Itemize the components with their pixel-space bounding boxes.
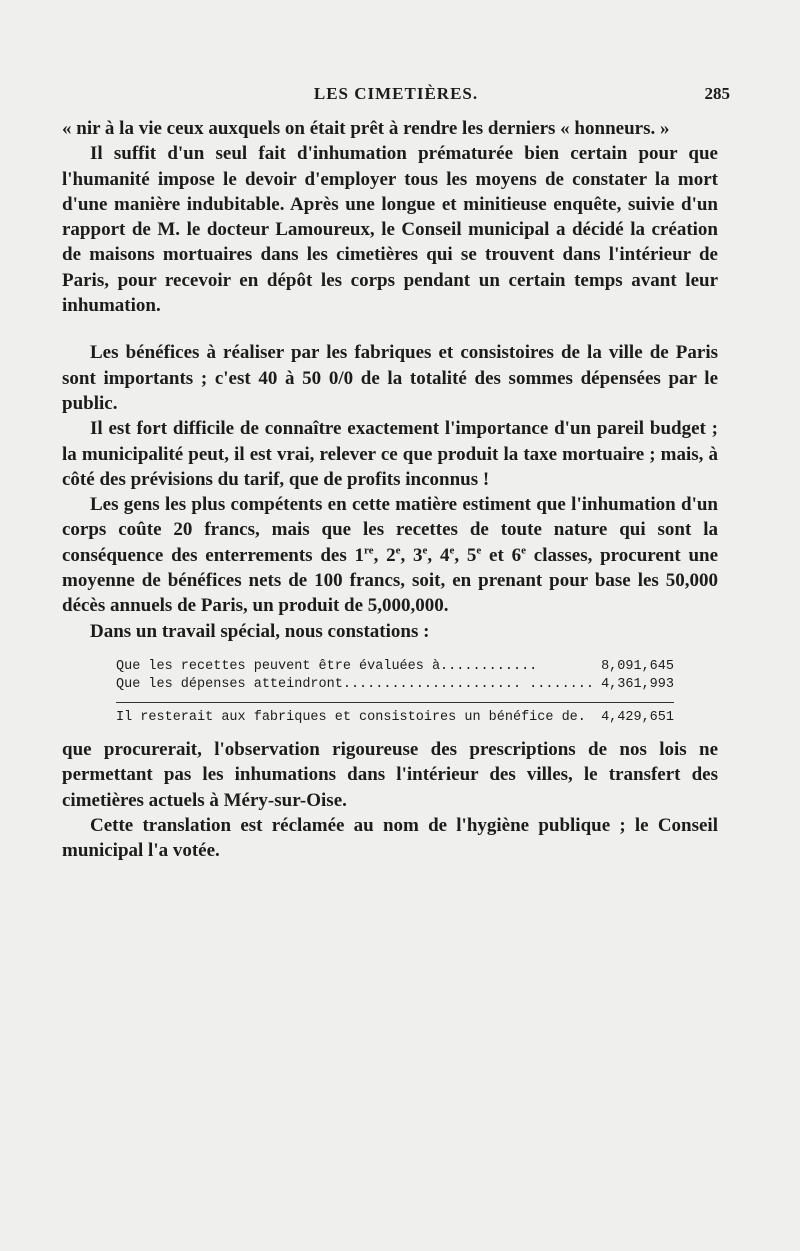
table-total-row <box>116 709 674 727</box>
row-amount: 4,361,993 <box>601 676 674 692</box>
class-1-suffix: re <box>364 544 374 557</box>
row-label: Que les dépenses atteindront...................... ........ <box>116 676 594 692</box>
class-6-suffix: e <box>521 544 526 557</box>
row-amount: 8,091,645 <box>601 658 674 674</box>
class-5-suffix: e <box>476 544 482 557</box>
row-label: Que les recettes peuvent être évaluées à............ <box>116 658 538 674</box>
running-title: LES CIMETIÈRES. <box>313 84 479 103</box>
paragraph-translation: Cette translation est réclamée au nom de l'hygiène publique ; le Conseil municipal l'a votée. <box>62 814 718 862</box>
table-row <box>116 658 674 676</box>
couts-text-start: Les gens les plus compétents en cette matière estiment que l'inhumation d'un corps coûte 20 francs, mais que les recettes de toute nature qui sont la conséquence des enterrements des <box>62 494 718 566</box>
couts-text-end: classes, procurent une moyenne de bénéfices nets de 100 francs, soit, en prenant pour base les 50,000 décès annuels de Paris, un produit de 5,000,000. <box>62 544 719 617</box>
class-4-suffix: e <box>449 544 455 557</box>
page-number: 285 <box>704 84 730 103</box>
paragraph-transfert: que procurerait, l'observation rigoureuse des prescriptions de nos lois ne permettant pas les inhumations dans l'intérieur des villes, le transfert des cimetières actuels à Méry-sur-Oise. <box>62 738 718 811</box>
paragraph-travail: Dans un travail spécial, nous constations : <box>90 620 430 642</box>
budget-table <box>116 658 674 727</box>
total-label: Il resterait aux fabriques et consistoires un bénéfice de. <box>116 709 586 725</box>
class-6: et 6 <box>481 544 522 566</box>
class-3-suffix: e <box>422 544 428 557</box>
paragraph-budget: Il est fort difficile de connaître exactement l'importance d'un pareil budget ; la municipalité peut, il est vrai, relever ce que produit la taxe mortuaire ; mais, à côté des prévisions du tarif, que de profits inconnus ! <box>62 418 718 490</box>
table-rule <box>116 702 674 703</box>
total-amount: 4,429,651 <box>601 709 674 725</box>
paragraph-benefices: Les bénéfices à réaliser par les fabriques et consistoires de la ville de Paris sont importants ; c'est 40 à 50 0/0 de la totalité des sommes dépensées par le public. <box>62 342 718 414</box>
class-5: , 5 <box>454 544 477 566</box>
page-body <box>62 116 718 863</box>
class-3: , 3 <box>400 544 423 566</box>
paragraph-inhumation: Il suffit d'un seul fait d'inhumation prématurée bien certain pour que l'humanité impose le devoir d'employer tous les moyens de constater la mort d'une manière indubitable. Après une longue et minitieuse enquête, suivie d'un rapport de M. le docteur Lamoureux, le Conseil municipal a décidé la création de maisons mortuaires dans les cimetières qui se trouvent dans l'intérieur de Paris, pour recevoir en dépôt les corps pendant un certain temps avant leur inhumation. <box>62 143 718 317</box>
class-2: , 2 <box>373 544 396 566</box>
page-header <box>62 84 730 108</box>
class-1: 1 <box>354 544 364 566</box>
paragraph-quote-end: « nir à la vie ceux auxquels on était prêt à rendre les derniers « honneurs. » <box>62 118 670 139</box>
class-4: , 4 <box>427 544 450 566</box>
class-2-suffix: e <box>395 544 401 557</box>
table-row <box>116 676 674 694</box>
paragraph-couts <box>62 492 718 618</box>
